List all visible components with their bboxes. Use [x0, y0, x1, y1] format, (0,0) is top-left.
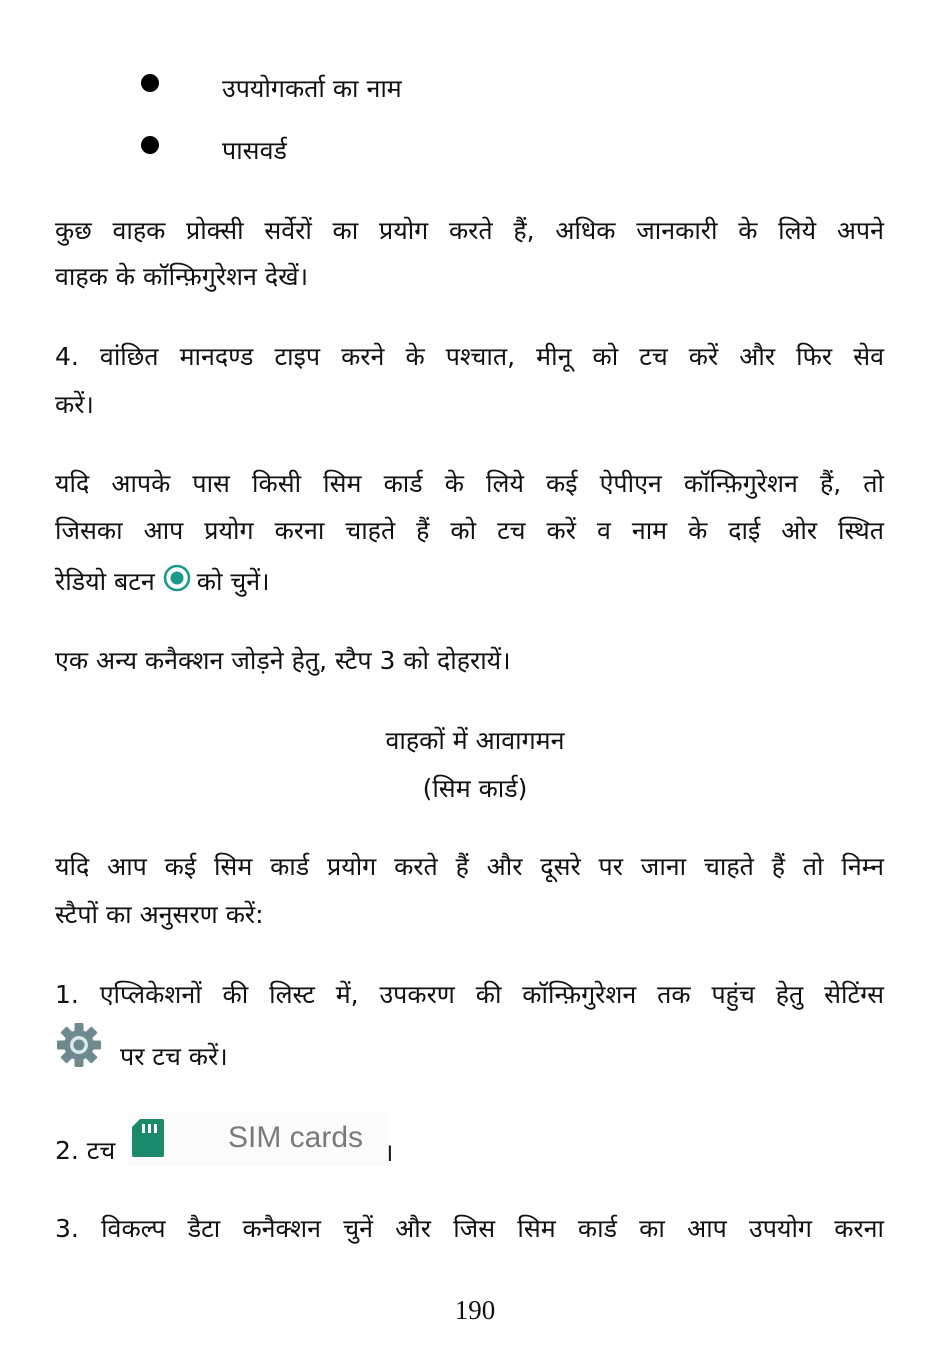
paragraph-switch-line2: स्टैपों का अनुसरण करें:: [55, 900, 264, 929]
paragraph-step4-line1: 4. वांछित मानदण्ड टाइप करने के पश्चात, मीनू को टच करें और फिर सेव: [55, 342, 884, 371]
sim-cards-chip: [128, 1112, 388, 1166]
bullet-item-password: पासवर्ड: [222, 136, 287, 165]
paragraph-radio-line2: जिसका आप प्रयोग करना चाहते हैं को टच करें व नाम के दाई ओर स्थित: [55, 516, 884, 545]
bullet-item-username: उपयोगकर्ता का नाम: [222, 74, 402, 103]
step2-prefix: 2. टच: [55, 1136, 116, 1165]
bullet-dot: [141, 136, 159, 154]
sim-card-icon: [131, 1118, 165, 1158]
section-heading: वाहकों में आवागमन: [385, 726, 565, 755]
radio-text-after: को चुनें।: [196, 567, 270, 596]
settings-gear-icon: [54, 1022, 104, 1068]
sim-cards-label: SIM cards: [228, 1121, 364, 1154]
paragraph-step4-line2: करें।: [55, 390, 94, 419]
step3-line1: 3. विकल्प डैटा कनैक्शन चुनें और जिस सिम कार्ड का आप उपयोग करना: [55, 1214, 884, 1243]
paragraph-radio-line3: [55, 564, 884, 597]
paragraph-proxy-line1: कुछ वाहक प्रोक्सी सर्वेरों का प्रयोग करते हैं, अधिक जानकारी के लिये अपने: [55, 216, 884, 245]
section-subheading: (सिम कार्ड): [422, 774, 528, 803]
radio-text-before: रेडियो बटन: [55, 567, 155, 596]
step2-suffix: ।: [384, 1138, 394, 1167]
paragraph-radio-line1: यदि आपके पास किसी सिम कार्ड के लिये कई ऐपीएन कॉन्फ़िगुरेशन हैं, तो: [55, 469, 884, 498]
step1-line1: 1. एप्लिकेशनों की लिस्ट में, उपकरण की कॉन्फ़िगुरेशन तक पहुंच हेतु सेटिंग्स: [55, 980, 884, 1009]
page-number: 190: [454, 1295, 496, 1325]
step1-line2: पर टच करें।: [120, 1042, 228, 1071]
radio-button-icon: [163, 564, 191, 592]
paragraph-proxy-line2: वाहक के कॉन्फ़िगुरेशन देखें।: [55, 262, 309, 291]
paragraph-repeat: एक अन्य कनैक्शन जोड़ने हेतु, स्टैप 3 को दोहरायें।: [55, 646, 511, 675]
paragraph-switch-line1: यदि आप कई सिम कार्ड प्रयोग करते हैं और दूसरे पर जाना चाहते हैं तो निम्न: [55, 852, 884, 881]
bullet-dot: [141, 74, 159, 92]
